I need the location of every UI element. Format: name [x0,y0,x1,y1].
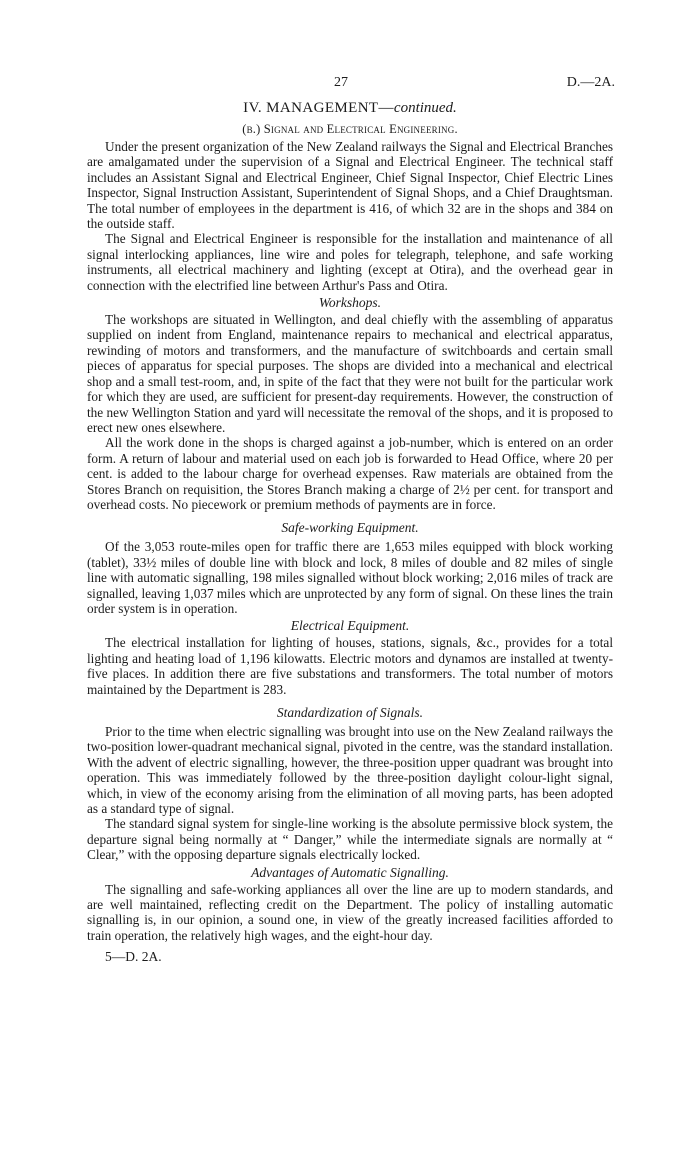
standardization-paragraph-1: Prior to the time when electric signalling was brought into use on the New Zealand railways the two-position lower-quadrant mechanical signal, pivoted in the centre, was the standard installation. With the advent of electric signalling, however, the three-position upper quadrant was brought into operation. This was immediately followed by the three-position daylight colour-light signal, which, in view of the economy arising from the elimination of all moving parts, has been adopted as a standard type of signal. [87,724,613,817]
standardization-paragraph-2: The standard signal system for single-line working is the absolute permissive block system, the departure signal being normally at “ Danger,” while the intermediate signals are normally at “ Clear,” with the opposing departure signals electrically locked. [87,816,613,863]
advantages-heading: Advantages of Automatic Signalling. [251,864,449,880]
footer-reference: 5—D. 2A. [105,949,162,965]
subsection-heading: (b.) Signal and Electrical Engineering. [242,122,458,136]
workshops-heading: Workshops. [318,295,382,311]
section-title [87,98,613,118]
section-title-main: IV. MANAGEMENT— [243,100,394,116]
page-number: 27 [334,75,348,90]
standardization-heading: Standardization of Signals. [276,705,424,720]
advantages-paragraph: The signalling and safe-working appliances all over the line are up to modern standards, and are well maintained, reflecting credit on the Department. The policy of installing automatic signalling is, in our opinion, a sound one, in view of the greatly increased facilities afforded to train operation, the relatively high wages, and the eight-hour day. [87,881,613,943]
safe-working-paragraph: Of the 3,053 route-miles open for traffic there are 1,653 miles equipped with block working (tablet), 33½ miles of double line with block and lock, 8 miles of double and 82 miles of single line with automatic signalling, 198 miles signalled without block working; 2,016 miles of track are signalled, leaving 1,037 miles which are unprotected by any form of signal. On these lines the train order system is in operation. [87,539,613,616]
electrical-equipment-heading: Electrical Equipment. [290,618,410,634]
intro-paragraph-1: Under the present organization of the New Zealand railways the Signal and Electrical Branches are amalgamated under the supervision of a Signal and Electrical Engineer. The technical staff includes an Assistant Signal and Electrical Engineer, Chief Signal Inspector, Chief Electric Lines Inspector, Signal Instruction Assistant, Superintendent of Signal Shops, and a Chief Draughtsman. The total number of employees in the department is 416, of which 32 are in the shops and 384 on the outside staff. [87,139,613,232]
workshops-paragraph-2: All the work done in the shops is charged against a job-number, which is entered on an order form. A return of labour and material used on each job is forwarded to Head Office, where 20 per cent. is added to the labour charge for overhead expenses. Raw materials are obtained from the Stores Branch on requisition, the Stores Branch making a charge of 2½ per cent. for transport and overhead costs. No piecework or premium methods of payments are in force. [87,435,613,512]
electrical-equipment-paragraph: The electrical installation for lighting of houses, stations, signals, &c., provides for a total lighting and heating load of 1,196 kilowatts. Electric motors and dynamos are installed at twenty-five places. In addition there are five substations and transformers. The total number of motors maintained by the Department is 283. [87,635,613,697]
page-header [87,75,613,95]
intro-paragraph-2: The Signal and Electrical Engineer is responsible for the installation and maintenance of all signal interlocking appliances, line wire and poles for telegraph, telephone, and safe working instruments, all electrical machinery and lighting (except at Otira), and the overhead gear in connection with the electrified line between Arthur's Pass and Otira. [87,231,613,293]
document-reference: D.—2A. [566,75,615,90]
workshops-paragraph-1: The workshops are situated in Wellington, and deal chiefly with the assembling of apparatus supplied on indent from England, maintenance repairs to mechanical and electrical apparatus, rewinding of motors and transformers, and the manufacture of switchboards and certain small pieces of apparatus for special purposes. The shops are divided into a mechanical and electrical shop and a small test-room, and, in spite of the fact that they were not built for the particular work for which they are used, are sufficient for present-day requirements. However, the construction of the new Wellington Station and yard will necessitate the removal of the shops, and it is proposed to erect new ones elsewhere. [87,312,613,435]
safe-working-heading: Safe-working Equipment. [281,520,419,536]
section-title-continued: continued. [393,100,457,116]
